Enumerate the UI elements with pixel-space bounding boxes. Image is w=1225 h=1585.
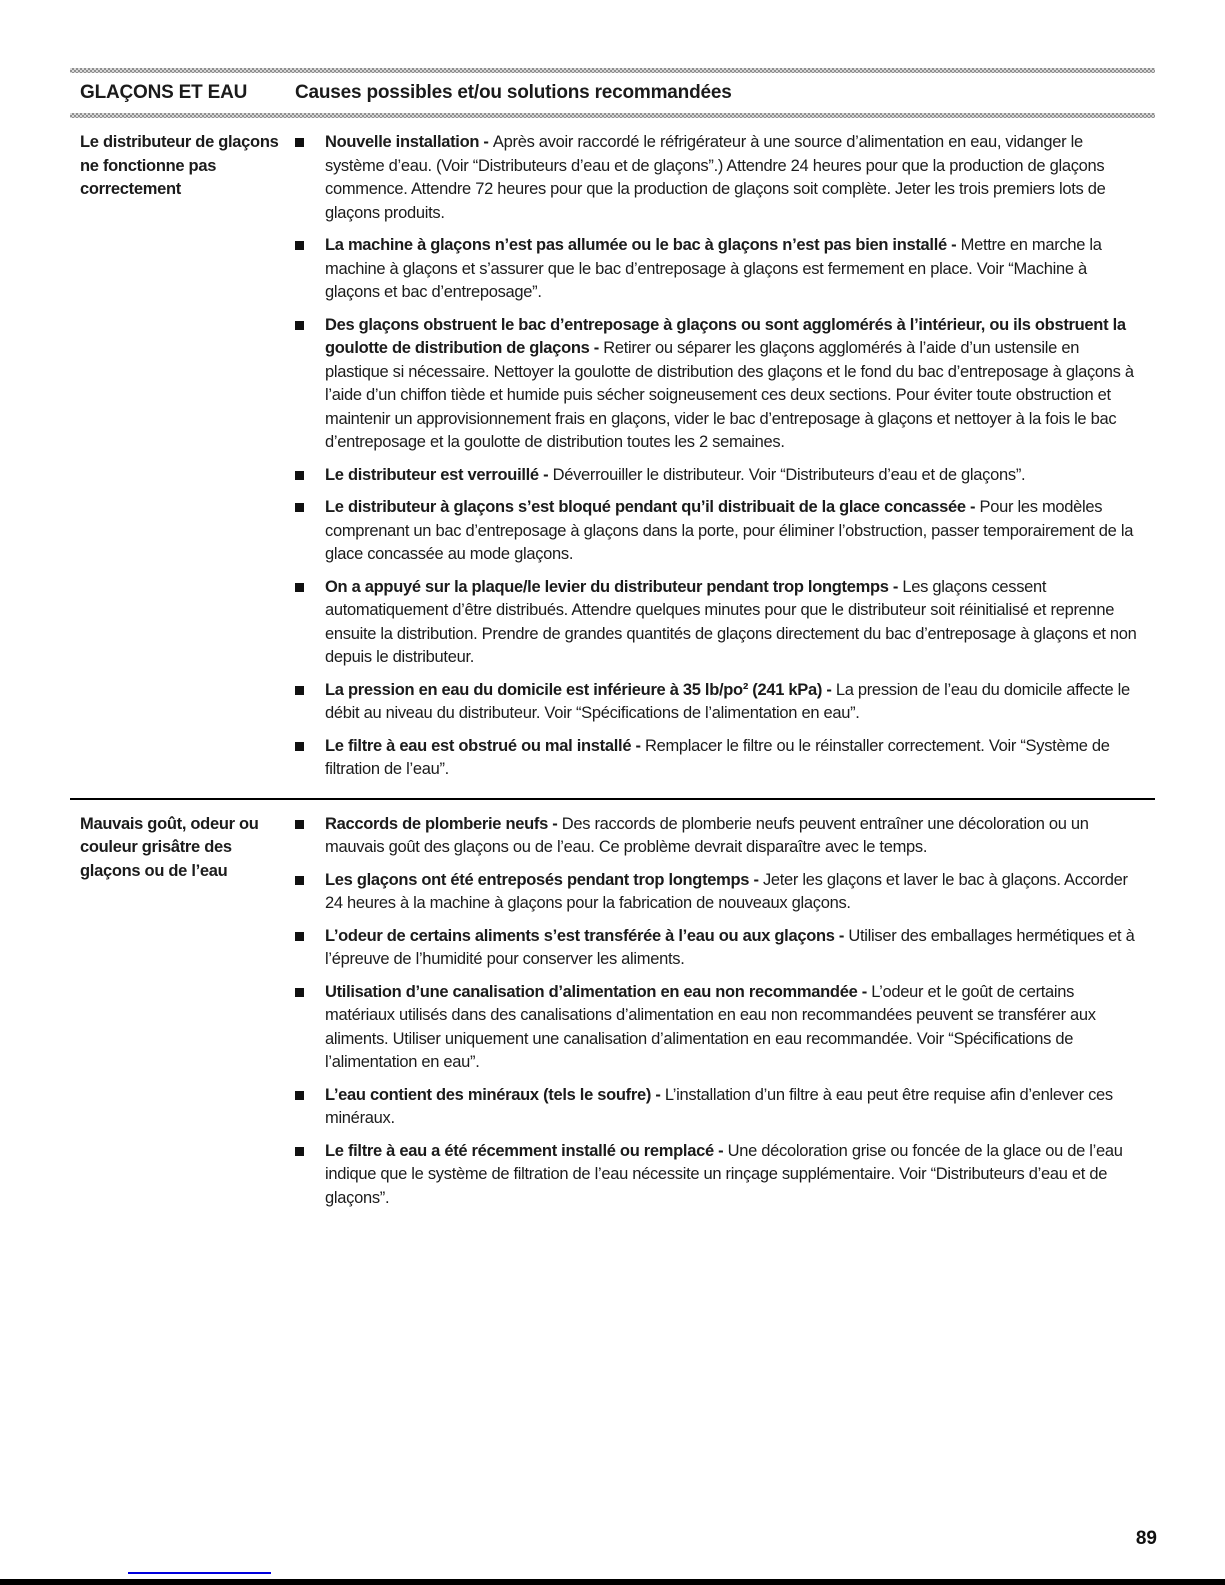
cause-bold-text: Les glaçons ont été entreposés pendant trop longtemps -	[325, 870, 763, 889]
list-item	[295, 813, 1155, 860]
solution-paragraph	[325, 735, 1155, 782]
solution-paragraph	[325, 981, 1155, 1075]
cause-bold-text: Nouvelle installation -	[325, 133, 493, 151]
bullet-square-icon	[295, 583, 304, 592]
bullet-square-icon	[295, 820, 304, 829]
cause-bold-text: L’odeur de certains aliments s’est transférée à l’eau ou aux glaçons -	[325, 926, 849, 945]
solution-text: Les glaçons cessent automatiquement d’être distribués. Attendre quelques minutes pour que le distributeur soit réinitialisé et reprenne ensuite la distribution. Prendre de grandes quantités de glaçons directement du bac d’entreposage à glaçons et non depuis le distributeur.	[325, 577, 1137, 666]
issue-label: Le distributeur de glaçons ne fonctionne pas correctement	[80, 133, 279, 198]
solution-text: L’odeur et le goût de certains matériaux utilisés dans des canalisations d’alimentation en eau non recommandées peuvent se transférer aux aliments. Utiliser uniquement une canalisation d’alimentation en eau recommandée. Voir “Spécifications de l’alimentation en eau”.	[325, 982, 1096, 1071]
sections-container	[70, 118, 1155, 1226]
solutions-list	[295, 813, 1155, 1211]
page-content	[70, 68, 1155, 1226]
list-item	[295, 869, 1155, 916]
cause-bold-text: Le filtre à eau a été récemment installé ou remplacé -	[325, 1141, 728, 1160]
cause-bold-text: La pression en eau du domicile est inférieure à 35 lb/po² (241 kPa) -	[325, 680, 836, 699]
solution-text: Retirer ou séparer les glaçons agglomérés à l’aide d’un ustensile en plastique si nécessaire. Nettoyer la goulotte de distribution des glaçons et le fond du bac d’entreposage à glaçons à l’aide d’un chiffon tiède et humide puis sécher soigneusement ces deux sections. Pour éviter toute obstruction et maintenir un approvisionnement frais en glaçons, vider le bac d’entreposage à glaçons et nettoyer à la fois le bac d’entreposage et la goulotte de distribution toutes les 2 semaines.	[325, 339, 1134, 451]
cause-bold-text: Des glaçons obstruent le bac d’entreposage à glaçons ou sont agglomérés à l’intérieur, ou ils obstruent la goulotte de distribution de glaçons -	[325, 315, 1126, 357]
bullet-square-icon	[295, 471, 304, 480]
list-item	[295, 464, 1155, 488]
list-item	[295, 131, 1155, 225]
cause-bold-text: La machine à glaçons n’est pas allumée ou le bac à glaçons n’est pas bien installé -	[325, 236, 961, 254]
solution-paragraph	[325, 1140, 1155, 1211]
table-header	[70, 73, 1155, 113]
solution-text: Déverrouiller le distributeur. Voir “Distributeurs d’eau et de glaçons”.	[552, 465, 1026, 484]
solution-paragraph	[325, 131, 1155, 225]
troubleshooting-section	[70, 118, 1155, 798]
bullet-square-icon	[295, 1091, 304, 1100]
troubleshooting-section	[70, 798, 1155, 1227]
bullet-square-icon	[295, 686, 304, 695]
solutions-list	[295, 131, 1155, 782]
solution-paragraph	[325, 314, 1155, 455]
bullet-square-icon	[295, 742, 304, 751]
solution-paragraph	[325, 869, 1155, 916]
bullet-square-icon	[295, 1147, 304, 1156]
bullet-square-icon	[295, 988, 304, 997]
solution-paragraph	[325, 679, 1155, 726]
solution-text: Pour les modèles comprenant un bac d’entreposage à glaçons dans la porte, pour éliminer l’obstruction, passer temporairement de la glace concassée au mode glaçons.	[325, 498, 1134, 563]
solution-text: Utiliser des emballages hermétiques et à l’épreuve de l’humidité pour conserver les aliments.	[325, 926, 1135, 968]
cause-bold-text: Utilisation d’une canalisation d’alimentation en eau non recommandée -	[325, 982, 872, 1001]
solution-text: Une décoloration grise ou foncée de la glace ou de l’eau indique que le système de filtration de l’eau nécessite un rinçage supplémentaire. Voir “Distributeurs d’eau et de glaçons”.	[325, 1141, 1123, 1207]
solution-paragraph	[325, 925, 1155, 972]
solution-paragraph	[325, 1084, 1155, 1131]
solution-paragraph	[325, 576, 1155, 670]
list-item	[295, 981, 1155, 1075]
list-item	[295, 496, 1155, 567]
solution-text: Jeter les glaçons et laver le bac à glaçons. Accorder 24 heures à la machine à glaçons pour la fabrication de nouveaux glaçons.	[325, 870, 1128, 912]
list-item	[295, 576, 1155, 670]
list-item	[295, 925, 1155, 972]
solution-text: Après avoir raccordé le réfrigérateur à une source d’alimentation en eau, vidanger le système d’eau. (Voir “Distributeurs d’eau et de glaçons”.) Attendre 24 heures pour que la production de glaçons commence. Attendre 72 heures pour que la production de glaçons soit complète. Jeter les trois premiers lots de glaçons produits.	[325, 133, 1106, 222]
solution-paragraph	[325, 813, 1155, 860]
page-bottom-edge	[0, 1579, 1225, 1585]
cause-bold-text: L’eau contient des minéraux (tels le soufre) -	[325, 1085, 665, 1104]
solution-text: La pression de l’eau du domicile affecte le débit au niveau du distributeur. Voir “Spécifications de l’alimentation en eau”.	[325, 680, 1130, 722]
bullet-square-icon	[295, 321, 304, 330]
bullet-square-icon	[295, 503, 304, 512]
cause-bold-text: Le filtre à eau est obstrué ou mal installé -	[325, 736, 645, 755]
list-item	[295, 679, 1155, 726]
list-item	[295, 234, 1155, 305]
cause-bold-text: On a appuyé sur la plaque/le levier du distributeur pendant trop longtemps -	[325, 577, 903, 596]
bullet-square-icon	[295, 932, 304, 941]
list-item	[295, 1084, 1155, 1131]
solution-paragraph	[325, 234, 1155, 305]
page-number: 89	[1135, 1528, 1157, 1549]
list-item	[295, 314, 1155, 455]
solution-paragraph	[325, 464, 1043, 488]
solution-text: Remplacer le filtre ou le réinstaller correctement. Voir “Système de filtration de l’eau”.	[325, 736, 1110, 778]
header-issue-column: GLAÇONS ET EAU	[80, 82, 248, 103]
solution-text: Mettre en marche la machine à glaçons et s’assurer que le bac d’entreposage à glaçons est fermement en place. Voir “Machine à glaçons et bac d’entreposage”.	[325, 236, 1102, 301]
solution-text: L’installation d’un filtre à eau peut être requise afin d’enlever ces minéraux.	[325, 1085, 1113, 1127]
issue-label: Mauvais goût, odeur ou couleur grisâtre des glaçons ou de l’eau	[80, 814, 259, 880]
bullet-square-icon	[295, 241, 304, 250]
header-causes-column: Causes possibles et/ou solutions recommandées	[295, 82, 732, 103]
list-item	[295, 735, 1155, 782]
cause-bold-text: Raccords de plomberie neufs -	[325, 814, 562, 833]
bullet-square-icon	[295, 138, 304, 147]
bullet-square-icon	[295, 876, 304, 885]
cause-bold-text: Le distributeur à glaçons s’est bloqué pendant qu’il distribuait de la glace concassée -	[325, 498, 980, 516]
solution-text: Des raccords de plomberie neufs peuvent entraîner une décoloration ou un mauvais goût des glaçons ou de l’eau. Ce problème devrait disparaître avec le temps.	[325, 814, 1089, 856]
cause-bold-text: Le distributeur est verrouillé -	[325, 465, 553, 484]
list-item	[295, 1140, 1155, 1211]
footer-blue-line	[128, 1572, 271, 1574]
solution-paragraph	[325, 496, 1155, 567]
